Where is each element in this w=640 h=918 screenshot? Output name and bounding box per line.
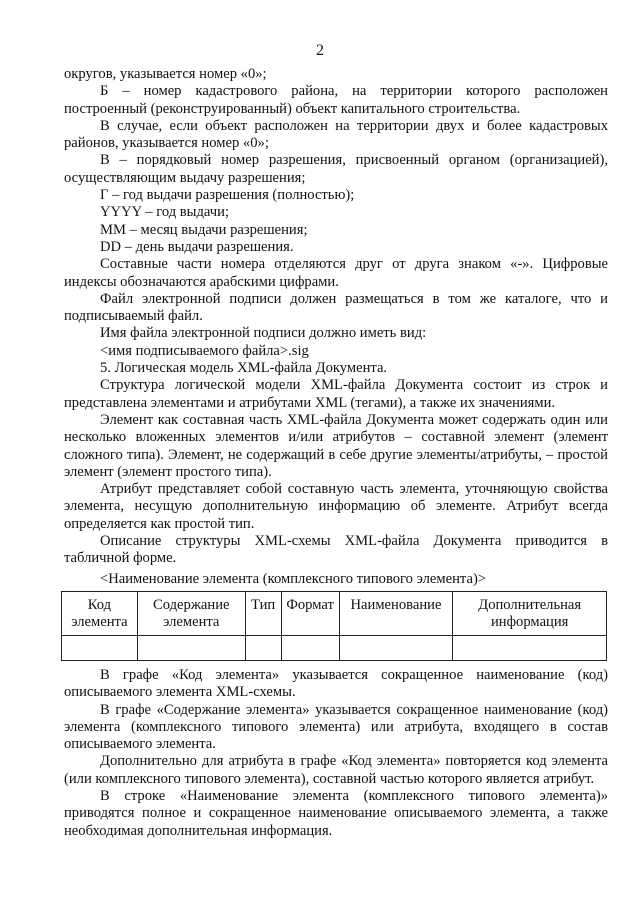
header-type: Тип xyxy=(245,592,281,636)
table-row xyxy=(62,636,607,661)
header-name: Наименование xyxy=(339,592,453,636)
paragraph: 5. Логическая модель XML-файла Документа. xyxy=(100,360,388,377)
table-cell xyxy=(339,636,453,661)
table-cell xyxy=(453,636,607,661)
header-element-code: Код элемента xyxy=(62,592,138,636)
paragraph: округов, указывается номер «0»; xyxy=(64,66,267,82)
paragraph: Элемент как составная часть XML-файла Документа может содержать один или несколько вложенных элементов и/или атрибутов – составной элемент (элемент сложного типа). Элемент, не содержащий в себе другие элементы/атрибуты, – простой элемент (элемент простого типа). xyxy=(64,411,608,480)
paragraph: MM – месяц выдачи разрешения; xyxy=(100,221,308,238)
paragraph: Файл электронной подписи должен размещаться в том же каталоге, что и подписываемый файл. xyxy=(64,290,608,325)
table-header-row xyxy=(62,592,607,636)
paragraph: Г – год выдачи разрешения (полностью); xyxy=(100,187,355,204)
table-cell xyxy=(62,636,138,661)
paragraph: <имя подписываемого файла>.sig xyxy=(100,342,309,359)
paragraph: В графе «Содержание элемента» указывается сокращенное наименование (код) элемента (комплексного типового элемента) или атрибута, входящего в состав описываемого элемента. xyxy=(64,701,608,753)
paragraph: Составные части номера отделяются друг от друга знаком «-». Цифровые индексы обозначаются арабскими цифрами. xyxy=(64,256,608,290)
paragraph: Б – номер кадастрового района, на территории которого расположен построенный (реконструированный) объект капитального строительства. xyxy=(64,83,608,117)
paragraph: Структура логической модели XML-файла Документа состоит из строк и представлена элементами и атрибутами XML (тегами), а также их значениями. xyxy=(64,377,608,411)
paragraph: Имя файла электронной подписи должно иметь вид: xyxy=(100,325,427,342)
paragraph: Дополнительно для атрибута в графе «Код элемента» повторяется код элемента (или комплексного типового элемента), составной частью которого является атрибут. xyxy=(64,753,608,787)
paragraph: В графе «Код элемента» указывается сокращенное наименование (код) описываемого элемента XML-схемы. xyxy=(64,667,608,701)
paragraph: YYYY – год выдачи; xyxy=(100,204,229,221)
body-text-bottom xyxy=(64,667,608,840)
page-number: 2 xyxy=(316,42,324,59)
header-element-content: Содержание элемента xyxy=(137,592,245,636)
paragraph: В строке «Наименование элемента (комплексного типового элемента)» приводятся полное и сокращенное наименование описываемого элемента, а также необходимая дополнительная информация. xyxy=(64,788,608,839)
header-format: Формат xyxy=(281,592,339,636)
body-text-top xyxy=(64,66,608,568)
table-cell xyxy=(245,636,281,661)
header-additional-info: Дополнительная информация xyxy=(453,592,607,636)
table-caption: <Наименование элемента (комплексного типового элемента)> xyxy=(100,571,487,587)
paragraph: В случае, если объект расположен на территории двух и более кадастровых районов, указывается номер «0»; xyxy=(64,117,608,152)
paragraph: DD – день выдачи разрешения. xyxy=(100,238,294,255)
element-structure-table xyxy=(61,591,607,661)
table-cell xyxy=(281,636,339,661)
paragraph: В – порядковый номер разрешения, присвоенный органом (организацией), осуществляющим выдачу разрешения; xyxy=(64,152,608,186)
paragraph: Атрибут представляет собой составную часть элемента, уточняющую свойства элемента, несущую дополнительную информацию об элементе. Атрибут всегда определяется как простой тип. xyxy=(64,481,608,532)
paragraph: Описание структуры XML-схемы XML-файла Документа приводится в табличной форме. xyxy=(64,533,608,567)
table-cell xyxy=(137,636,245,661)
